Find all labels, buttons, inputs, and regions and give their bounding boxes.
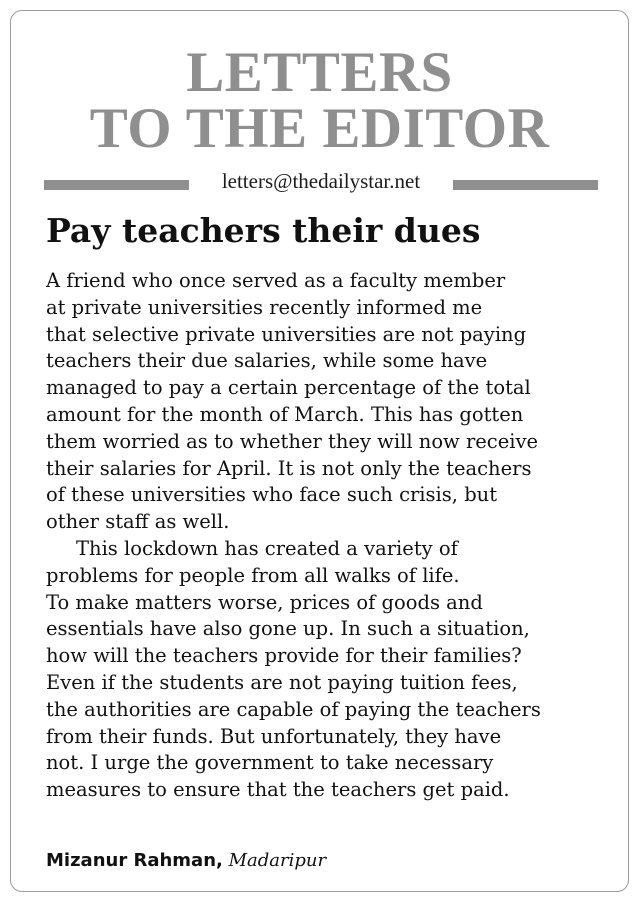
- body-line: that selective private universities are not paying: [46, 322, 527, 346]
- paragraph-1: [46, 268, 606, 536]
- body-line: their salaries for April. It is not only the teachers: [46, 456, 532, 480]
- masthead-line-2: TO THE EDITOR: [89, 97, 550, 160]
- body-line: at private universities recently informed me: [46, 295, 483, 319]
- body-line: not. I urge the government to take necessary: [46, 751, 494, 775]
- body-line: of these universities who face such crisis, but: [46, 483, 498, 507]
- editor-email[interactable]: letters@thedailystar.net: [221, 169, 421, 193]
- body-line: measures to ensure that the teachers get paid.: [46, 778, 510, 802]
- body-line: from their funds. But unfortunately, they have: [46, 724, 502, 748]
- letter-body: [46, 268, 606, 804]
- body-line: essentials have also gone up. In such a situation,: [46, 617, 530, 641]
- author-location: Madaripur: [228, 850, 327, 871]
- letter-headline: Pay teachers their dues: [46, 211, 481, 250]
- body-line: teachers their due salaries, while some have: [46, 349, 488, 373]
- author-name: Mizanur Rahman,: [46, 850, 223, 871]
- body-line: other staff as well.: [46, 510, 230, 534]
- right-divider-rule: [453, 180, 598, 190]
- masthead-line-1: LETTERS: [186, 41, 453, 104]
- body-line: how will the teachers provide for their families?: [46, 644, 522, 668]
- body-line: the authorities are capable of paying the teachers: [46, 697, 541, 721]
- email-row: [44, 168, 598, 194]
- body-line: managed to pay a certain percentage of the total: [46, 376, 531, 400]
- body-line: problems for people from all walks of life.: [46, 563, 460, 587]
- letters-card: [10, 10, 629, 892]
- body-line: A friend who once served as a faculty member: [46, 269, 506, 292]
- section-masthead: [11, 41, 628, 160]
- paragraph-2: [46, 536, 606, 563]
- body-line: amount for the month of March. This has gotten: [46, 402, 524, 426]
- body-line: Even if the students are not paying tuition fees,: [46, 670, 518, 694]
- body-line: them worried as to whether they will now receive: [46, 429, 539, 453]
- paragraph-2-continued: [46, 563, 606, 804]
- letter-signature: [46, 849, 326, 873]
- body-line: This lockdown has created a variety of: [76, 536, 458, 560]
- body-line: To make matters worse, prices of goods and: [46, 590, 483, 614]
